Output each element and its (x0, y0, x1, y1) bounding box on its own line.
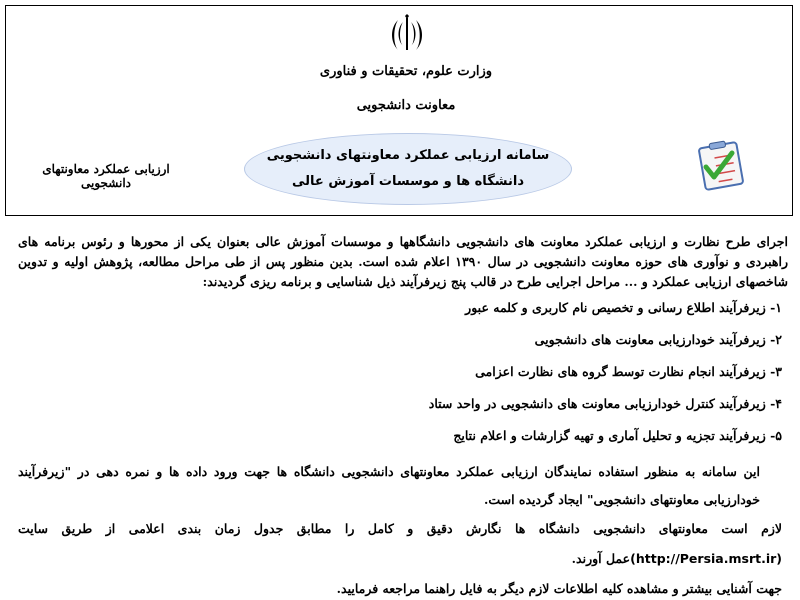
requirement-end: عمل آورند. (571, 551, 631, 566)
step-item: ۲- زیرفرآیند خودارزیابی معاونت های دانشجویی (534, 332, 782, 347)
intro-paragraph: اجرای طرح نظارت و ارزیابی عملکرد معاونت های دانشجویی دانشگاهها و موسسات آموزش عالی بعنوان یکی از محورها و رئوس برنامه های راهبردی و نوآوری های حوزه معاونت دانشجویی در سال ۱۳۹۰ اعلام شده است. بدین منظور پس از طی مراحل مطالعه، پژوهش اولیه و تدوین شاخصهای ارزیابی عملکرد و ... مراحل اجرایی طرح در قالب پنج زیرفرآیند ذیل شناسایی و برنامه ریزی گردیدند: (18, 234, 788, 289)
step-item: ۴- زیرفرآیند کنترل خودارزیابی معاونت های دانشجویی در واحد ستاد (428, 396, 782, 411)
step-item: ۵- زیرفرآیند تجزیه و تحلیل آماری و تهیه گزارشات و اعلام نتایج (453, 428, 782, 443)
persia-site-link[interactable]: (http://Persia.msrt.ir) (630, 551, 782, 566)
header-panel (5, 5, 793, 216)
ministry-title: وزارت علوم، تحقیقات و فناوری (319, 64, 493, 79)
steps-list (18, 292, 788, 452)
requirement-note (18, 514, 782, 574)
checklist-clipboard-icon (698, 139, 748, 191)
step-item: ۳- زیرفرآیند انجام نظارت توسط گروه های نظارت اعزامی (475, 364, 782, 379)
guide-note: جهت آشنایی بیشتر و مشاهده کلیه اطلاعات لازم دیگر به فایل راهنما مراجعه فرمایید. (336, 581, 782, 596)
system-title-line2: دانشگاه ها و موسسات آموزش عالی (292, 174, 524, 189)
requirement-text: لازم است معاونتهای دانشجویی دانشگاه ها نگارش دقیق و کامل را مطابق جدول زمان بندی اعلامی از طریق سایت (18, 521, 782, 536)
system-note: این سامانه به منظور استفاده نمایندگان ارزیابی عملکرد معاونتهای دانشجویی دانشگاه ها جهت ورود داده ها و نمره دهی در "زیرفرآیند خودارزیابی معاونتهای دانشجویی" ایجاد گردیده است. (18, 464, 760, 507)
left-title: ارزیابی عملکرد معاونتهای دانشجویی (42, 162, 170, 190)
system-title-line1: سامانه ارزیابی عملکرد معاونتهای دانشجویی (266, 148, 550, 163)
step-item: ۱- زیرفرآیند اطلاع رسانی و تخصیص نام کاربری و کلمه عبور (465, 300, 782, 315)
iran-emblem-icon (389, 14, 425, 58)
deputy-title: معاونت دانشجویی (356, 98, 456, 113)
system-title-ellipse (244, 133, 572, 205)
main-content (18, 232, 788, 600)
